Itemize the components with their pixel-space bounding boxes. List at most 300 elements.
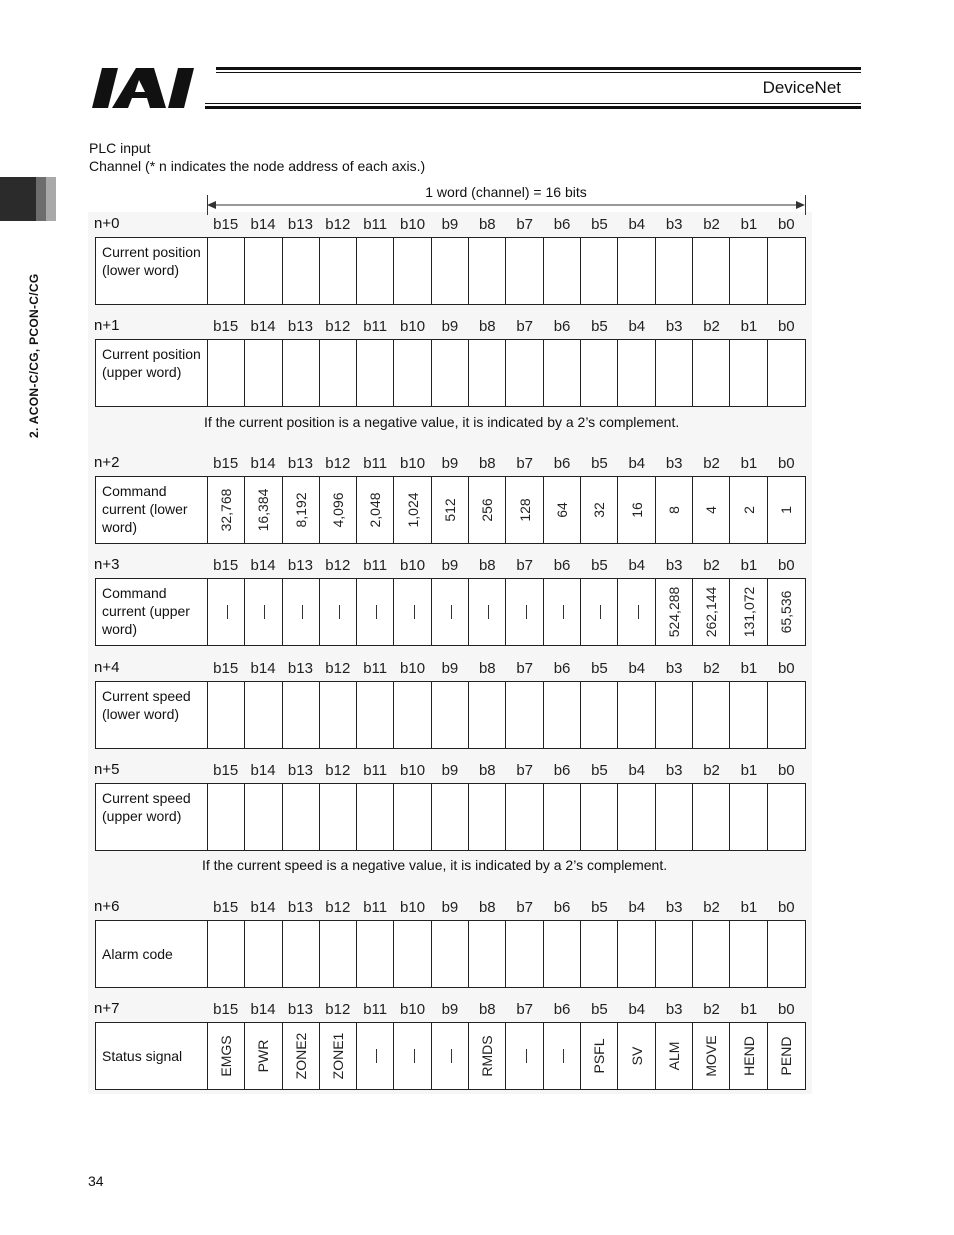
bit-label: b3: [665, 1001, 683, 1018]
register-header: [92, 998, 808, 1022]
bit-cell: [357, 682, 394, 748]
bit-label: b14: [250, 216, 276, 233]
bit-cell: [320, 921, 357, 987]
bit-cell: [506, 1023, 543, 1089]
bit-cell: [320, 784, 357, 850]
bit-cell: [618, 921, 655, 987]
bit-cell: [656, 477, 693, 543]
header-rule-bottom-thin: [205, 103, 861, 104]
bit-label: b10: [400, 1001, 426, 1018]
bit-label: b9: [441, 899, 459, 916]
bit-cell: [245, 579, 282, 645]
bit-label: b11: [363, 216, 388, 233]
register-name: Alarm code: [96, 921, 208, 987]
side-tab-light: [46, 177, 56, 221]
bit-label: b1: [740, 762, 758, 779]
bit-cell: [581, 784, 618, 850]
bit-label: b7: [516, 1001, 534, 1018]
iai-logo: [92, 66, 212, 110]
bit-cell: [245, 682, 282, 748]
bit-label: b8: [478, 762, 496, 779]
bit-label: b14: [250, 660, 276, 677]
bit-cell: [320, 238, 357, 304]
bit-cell: [283, 682, 320, 748]
word-width-label: 1 word (channel) = 16 bits: [425, 184, 587, 200]
bit-cell: [618, 340, 655, 406]
bit-cell: [581, 682, 618, 748]
bit-cell-value: —: [292, 605, 309, 619]
bit-cell: [768, 682, 805, 748]
bit-label: b6: [553, 557, 571, 574]
bit-label: b4: [628, 899, 646, 916]
intro-line-1: PLC input: [89, 140, 151, 156]
bit-cell-value: 16: [628, 502, 645, 518]
bit-cell: [245, 1023, 282, 1089]
bit-cell: [432, 340, 469, 406]
register-address: n+0: [94, 215, 120, 232]
bit-label: b6: [553, 762, 571, 779]
bit-cell-value: 65,536: [778, 590, 795, 634]
register-address: n+3: [94, 556, 120, 573]
bit-label: b9: [441, 216, 459, 233]
bit-label: b13: [287, 557, 313, 574]
bit-label-row: [207, 1001, 805, 1018]
bit-label: b12: [325, 557, 351, 574]
bit-cell: [208, 238, 245, 304]
bit-cell: [544, 579, 581, 645]
bit-cell: [208, 340, 245, 406]
bit-label: b4: [628, 216, 646, 233]
register-block: [92, 759, 808, 851]
bit-cell: [730, 682, 767, 748]
bit-label: b14: [250, 557, 276, 574]
register-name: Current speed (upper word): [96, 784, 208, 850]
bit-cell: [432, 238, 469, 304]
bit-label: b14: [250, 455, 276, 472]
bit-cell: [693, 340, 730, 406]
bit-label: b2: [703, 660, 720, 677]
bit-label: b13: [287, 762, 313, 779]
bit-cell-value: —: [255, 605, 272, 619]
bit-label: b0: [777, 1001, 795, 1018]
bit-cell-value: —: [218, 605, 234, 619]
bit-label: b13: [287, 318, 313, 335]
bit-cell: [768, 921, 805, 987]
bit-label: b2: [703, 899, 720, 916]
chapter-label: 2. ACON-C/CG, PCON-C/CG: [27, 273, 41, 438]
register-block: [92, 315, 808, 407]
bit-cell-value: PWR: [255, 1039, 272, 1073]
bit-label: b0: [777, 660, 795, 677]
bit-cell: [283, 238, 320, 304]
bit-label: b10: [400, 899, 426, 916]
bit-label: b11: [363, 660, 388, 677]
bit-label: b8: [478, 557, 496, 574]
bit-cell: [581, 238, 618, 304]
header-rule-top-thin: [216, 72, 861, 73]
bit-cell: [506, 682, 543, 748]
register-address: n+5: [94, 761, 120, 778]
bit-label: b14: [250, 318, 276, 335]
bit-label: b3: [665, 455, 683, 472]
bit-cell: [506, 579, 543, 645]
bit-cell: [245, 921, 282, 987]
bit-label: b12: [325, 899, 351, 916]
bit-label: b5: [591, 660, 608, 677]
bit-label: b10: [400, 455, 426, 472]
bit-label: b15: [213, 899, 239, 916]
bit-cell: [208, 1023, 245, 1089]
bit-cell: [618, 238, 655, 304]
bit-cell: [581, 921, 618, 987]
bit-cell-value: —: [553, 1049, 570, 1063]
bit-label: b5: [591, 899, 608, 916]
bit-cell: [469, 579, 506, 645]
bit-label: b0: [777, 455, 795, 472]
bit-cell-value: —: [553, 605, 570, 619]
register-name: Current position (lower word): [96, 238, 208, 304]
word-width-arrow: [207, 200, 805, 210]
bit-label: b0: [777, 899, 795, 916]
bit-cell-value: PEND: [778, 1036, 795, 1076]
bit-cell: [469, 921, 506, 987]
bit-label: b11: [363, 899, 388, 916]
bit-cell: [357, 340, 394, 406]
header-rule-top: [216, 67, 861, 70]
bit-label: b5: [591, 1001, 608, 1018]
note-speed-negative: If the current speed is a negative value, it is indicated by a 2’s complement.: [202, 857, 668, 873]
bit-cell: [693, 238, 730, 304]
bit-cell: [506, 238, 543, 304]
bit-cell: [506, 340, 543, 406]
bit-cell: [357, 1023, 394, 1089]
bit-cell: [656, 579, 693, 645]
bit-cell-value: 256: [479, 498, 496, 522]
bit-label: b1: [740, 899, 758, 916]
bit-cell-value: ZONE2: [292, 1032, 309, 1080]
bit-cell: [245, 238, 282, 304]
bit-label: b13: [287, 216, 313, 233]
bit-cell: [320, 340, 357, 406]
bit-cell: [394, 682, 431, 748]
bit-label: b15: [213, 557, 239, 574]
header-title: DeviceNet: [762, 78, 841, 97]
bit-cell: [245, 477, 282, 543]
bit-cell: [469, 682, 506, 748]
bit-cell-value: SV: [628, 1046, 645, 1066]
bit-label: b4: [628, 557, 646, 574]
bit-cell: [208, 784, 245, 850]
bit-label: b5: [591, 455, 608, 472]
register-address: n+4: [94, 659, 120, 676]
bit-cell: [768, 1023, 805, 1089]
bit-cell-value: MOVE: [703, 1035, 720, 1077]
bit-cell: [618, 579, 655, 645]
bit-cell: [656, 1023, 693, 1089]
register-header: [92, 213, 808, 237]
bit-cell-value: 32: [591, 502, 608, 518]
bit-label: b0: [777, 557, 795, 574]
bit-cell: [283, 340, 320, 406]
bit-cell: [730, 579, 767, 645]
bit-cell: [730, 784, 767, 850]
bit-cell: [693, 1023, 730, 1089]
bit-cell: [618, 682, 655, 748]
bit-cell: [618, 784, 655, 850]
bit-label: b4: [628, 318, 646, 335]
bit-label: b10: [400, 660, 426, 677]
bit-cell-value: —: [441, 1049, 458, 1063]
bit-label-row: [207, 762, 805, 779]
bit-cell: [693, 682, 730, 748]
bit-label: b2: [703, 1001, 720, 1018]
register-block: [92, 213, 808, 305]
word-width-right-tick: [805, 195, 806, 215]
bit-label: b2: [703, 557, 720, 574]
register-table: [95, 681, 806, 749]
bit-cell-value: 2,048: [367, 492, 384, 528]
register-table: [95, 237, 806, 305]
bit-label: b5: [591, 216, 608, 233]
bit-label: b2: [703, 455, 720, 472]
bit-cell-value: RMDS: [479, 1035, 496, 1077]
bit-label: b12: [325, 660, 351, 677]
bit-label: b4: [628, 455, 646, 472]
register-table: [95, 476, 806, 544]
bit-label: b10: [400, 318, 426, 335]
bit-cell-value: —: [591, 605, 608, 619]
bit-cell-value: HEND: [740, 1036, 757, 1076]
register-block: [92, 554, 808, 646]
register-table: [95, 1022, 806, 1090]
bit-cell: [581, 579, 618, 645]
register-table: [95, 783, 806, 851]
bit-label: b12: [325, 318, 351, 335]
bit-cell: [432, 1023, 469, 1089]
bit-cell-value: 4,096: [329, 492, 346, 528]
bit-label: b9: [441, 318, 459, 335]
bit-cell: [693, 921, 730, 987]
bit-label: b2: [703, 318, 720, 335]
bit-label: b2: [703, 762, 720, 779]
register-table: [95, 339, 806, 407]
bit-label: b1: [740, 1001, 758, 1018]
bit-label-row: [207, 455, 805, 472]
intro-text: [89, 139, 425, 175]
register-address: n+7: [94, 1000, 120, 1017]
bit-label: b8: [478, 899, 496, 916]
bit-cell-value: 2: [740, 506, 757, 514]
bit-cell-value: 128: [516, 498, 533, 522]
bit-cell-value: —: [516, 1049, 533, 1063]
bit-label: b6: [553, 455, 571, 472]
register-table: [95, 920, 806, 988]
bit-label: b13: [287, 455, 313, 472]
bit-cell: [357, 784, 394, 850]
bit-cell: [506, 784, 543, 850]
bit-label: b0: [777, 762, 795, 779]
bit-label-row: [207, 318, 805, 335]
bit-label: b5: [591, 762, 608, 779]
register-name: Current position (upper word): [96, 340, 208, 406]
bit-cell: [656, 921, 693, 987]
bit-label: b7: [516, 216, 534, 233]
register-address: n+6: [94, 898, 120, 915]
bit-label: b9: [441, 557, 459, 574]
bit-label: b3: [665, 899, 683, 916]
bit-cell: [283, 784, 320, 850]
bit-label: b8: [478, 1001, 496, 1018]
bit-cell: [283, 921, 320, 987]
bit-cell: [581, 477, 618, 543]
bit-label: b3: [665, 216, 683, 233]
bit-cell: [394, 1023, 431, 1089]
bit-cell: [320, 477, 357, 543]
bit-cell: [768, 477, 805, 543]
intro-line-2: Channel (* n indicates the node address of each axis.): [89, 158, 426, 174]
header-rule-bottom: [205, 106, 861, 109]
page-number: 34: [88, 1173, 104, 1189]
bit-cell: [544, 784, 581, 850]
bit-cell: [208, 477, 245, 543]
bit-cell-value: —: [479, 605, 496, 619]
bit-cell: [432, 921, 469, 987]
bit-label: b7: [516, 762, 534, 779]
bit-label: b11: [363, 455, 388, 472]
bit-label: b10: [400, 216, 426, 233]
bit-cell: [208, 682, 245, 748]
bit-cell: [730, 477, 767, 543]
register-name: Current speed (lower word): [96, 682, 208, 748]
bit-cell: [693, 579, 730, 645]
bit-label: b7: [516, 318, 534, 335]
bit-cell-value: —: [329, 605, 346, 619]
bit-cell: [544, 921, 581, 987]
register-header: [92, 657, 808, 681]
bit-label: b7: [516, 899, 534, 916]
bit-cell: [283, 579, 320, 645]
bit-label-row: [207, 899, 805, 916]
bit-cell: [544, 682, 581, 748]
register-block: [92, 452, 808, 544]
bit-label: b7: [516, 557, 534, 574]
bit-label-row: [207, 216, 805, 233]
bit-cell-value: —: [367, 605, 384, 619]
bit-cell: [283, 477, 320, 543]
bit-cell: [394, 477, 431, 543]
bit-cell: [693, 477, 730, 543]
side-tab-mid: [36, 177, 46, 221]
bit-cell-value: PSFL: [591, 1038, 608, 1074]
bit-label: b3: [665, 318, 683, 335]
bit-label-row: [207, 660, 805, 677]
bit-label: b6: [553, 318, 571, 335]
bit-cell: [432, 784, 469, 850]
bit-cell-value: 4: [703, 506, 720, 514]
bit-cell: [768, 579, 805, 645]
bit-label: b7: [516, 660, 534, 677]
bit-label: b15: [213, 455, 239, 472]
bit-cell: [394, 579, 431, 645]
bit-cell: [357, 477, 394, 543]
bit-cell-value: 131,072: [740, 586, 757, 638]
bit-cell: [357, 921, 394, 987]
bit-cell-value: —: [441, 605, 458, 619]
bit-cell-value: 8: [665, 506, 682, 514]
bit-label: b1: [740, 318, 758, 335]
bit-cell: [730, 1023, 767, 1089]
bit-cell: [693, 784, 730, 850]
bit-label: b5: [591, 318, 608, 335]
bit-label: b10: [400, 557, 426, 574]
register-block: [92, 657, 808, 749]
register-header: [92, 315, 808, 339]
bit-cell-value: —: [516, 605, 533, 619]
bit-label: b9: [441, 660, 459, 677]
bit-label-row: [207, 557, 805, 574]
register-header: [92, 554, 808, 578]
bit-cell: [469, 1023, 506, 1089]
bit-label: b9: [441, 455, 459, 472]
bit-cell: [245, 340, 282, 406]
bit-cell: [544, 238, 581, 304]
bit-cell: [208, 921, 245, 987]
register-header: [92, 759, 808, 783]
bit-label: b0: [777, 318, 795, 335]
bit-label: b2: [703, 216, 720, 233]
bit-cell: [656, 682, 693, 748]
bit-cell: [320, 682, 357, 748]
bit-label: b11: [363, 762, 388, 779]
bit-cell-value: 1: [778, 506, 795, 514]
bit-cell-value: 16,384: [255, 488, 272, 532]
bit-cell: [656, 238, 693, 304]
bit-cell: [730, 238, 767, 304]
register-name: Command current (lower word): [96, 477, 208, 543]
bit-label: b13: [287, 660, 313, 677]
bit-cell: [357, 579, 394, 645]
bit-label: b8: [478, 318, 496, 335]
bit-cell-value: —: [404, 605, 421, 619]
bit-cell: [394, 784, 431, 850]
bit-cell: [768, 238, 805, 304]
bit-label: b15: [213, 1001, 239, 1018]
bit-cell: [581, 1023, 618, 1089]
bit-label: b8: [478, 660, 496, 677]
bit-cell-value: —: [367, 1049, 384, 1063]
bit-label: b14: [250, 1001, 276, 1018]
bit-label: b1: [740, 216, 758, 233]
bit-label: b6: [553, 1001, 571, 1018]
bit-cell: [544, 477, 581, 543]
bit-cell: [208, 579, 245, 645]
bit-label: b9: [441, 1001, 459, 1018]
bit-label: b6: [553, 216, 571, 233]
bit-label: b8: [478, 216, 496, 233]
bit-label: b15: [213, 216, 239, 233]
bit-cell-value: ZONE1: [329, 1032, 346, 1080]
register-address: n+2: [94, 454, 120, 471]
side-tab-dark: [0, 177, 36, 221]
register-header: [92, 896, 808, 920]
bit-cell: [469, 238, 506, 304]
bit-label: b11: [363, 1001, 388, 1018]
bit-label: b12: [325, 762, 351, 779]
bit-label: b15: [213, 762, 239, 779]
bit-cell-value: 1,024: [404, 492, 421, 528]
bit-cell: [469, 477, 506, 543]
register-block: [92, 896, 808, 988]
